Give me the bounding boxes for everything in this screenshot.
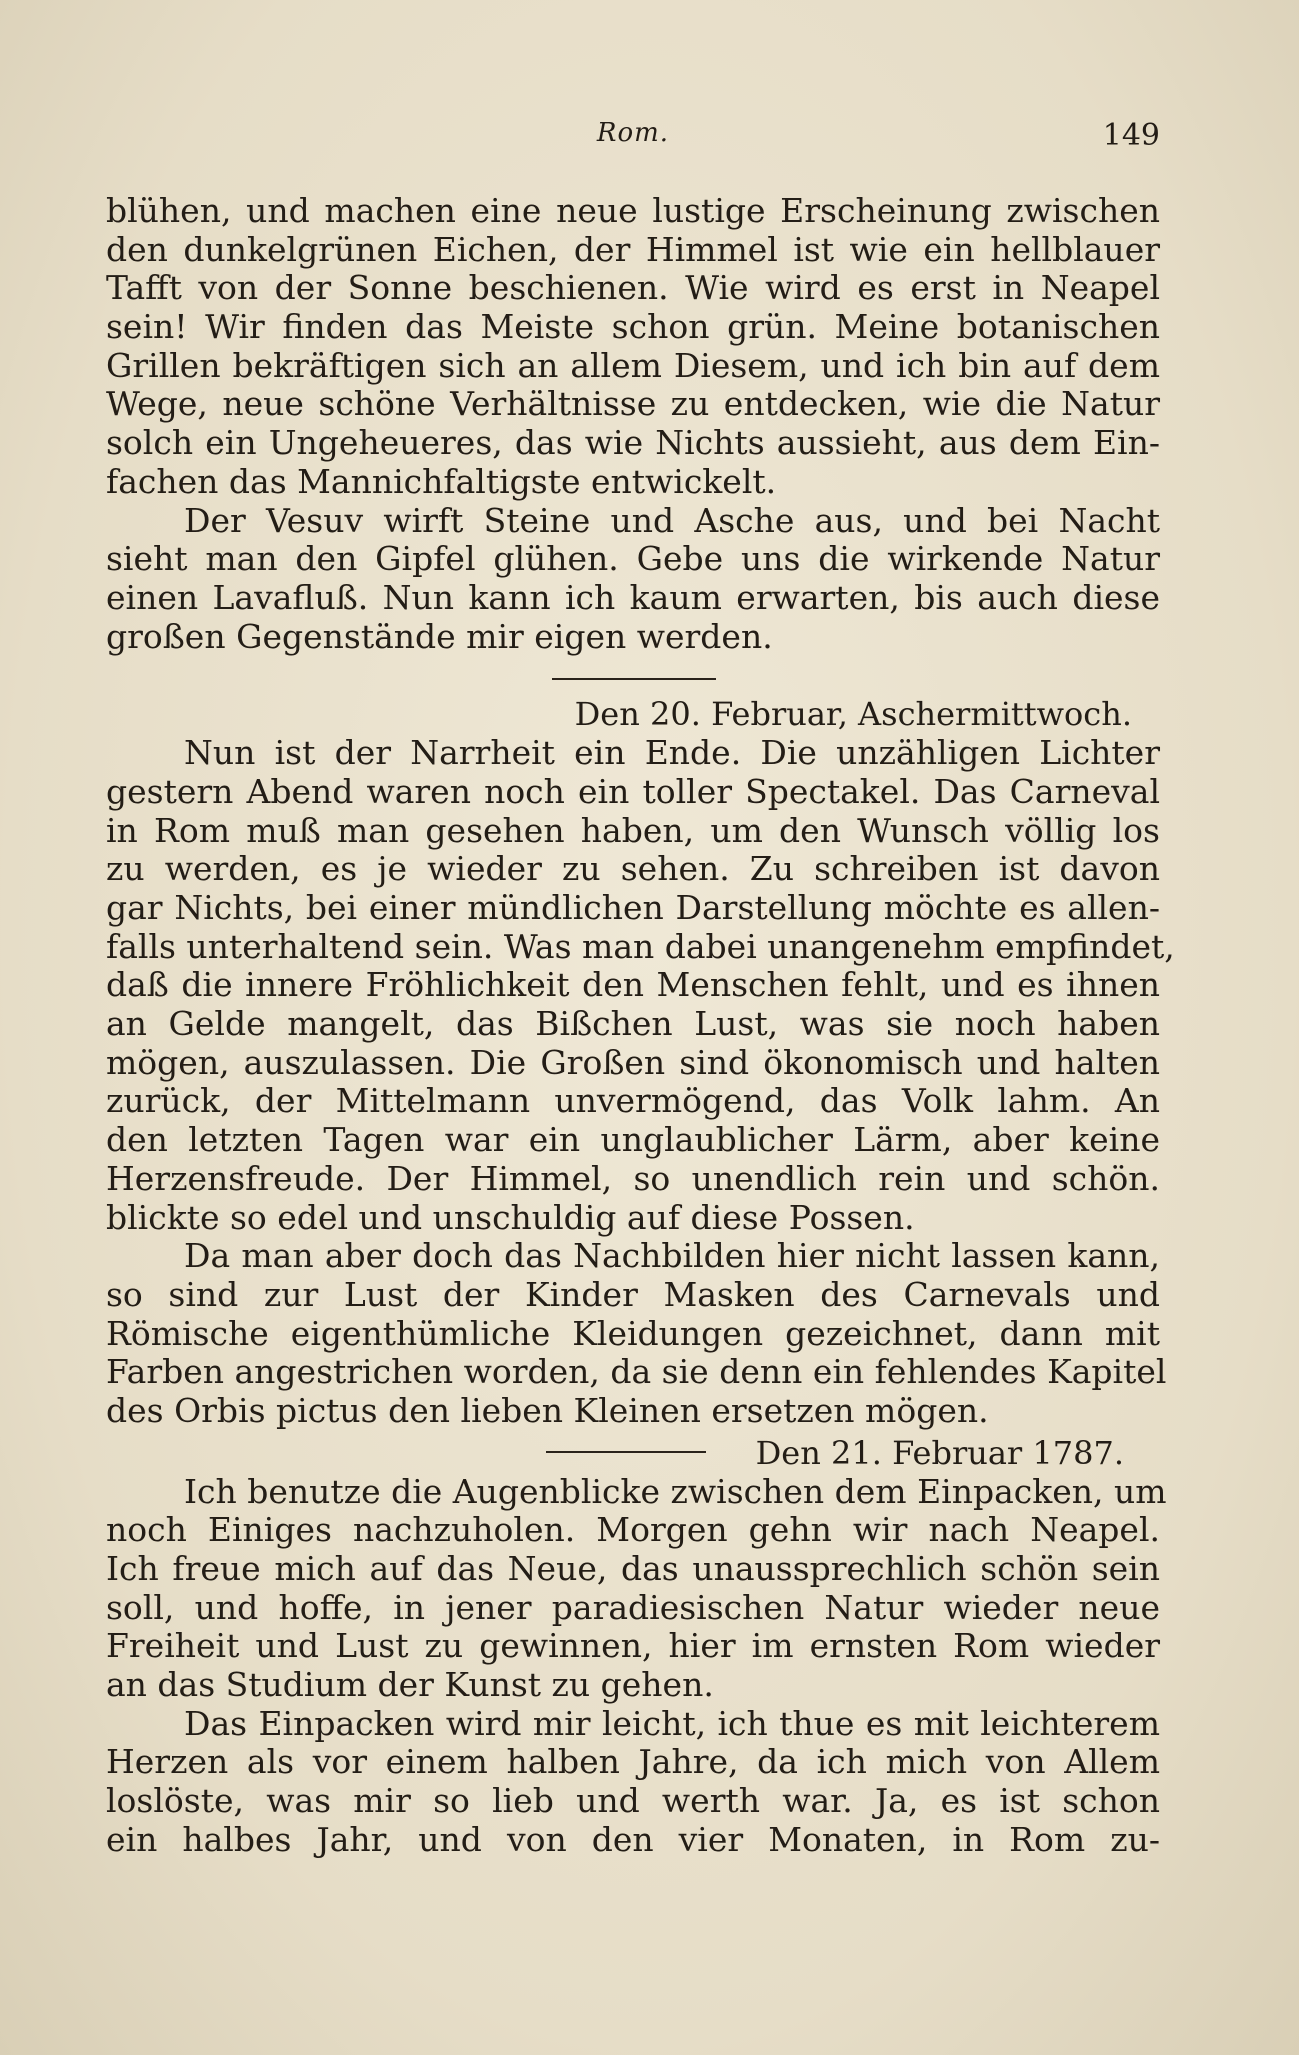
text-line: gestern Abend waren noch ein toller Spectakel. Das Carneval: [106, 771, 1160, 811]
text-line: Ich freue mich auf das Neue, das unaussprechlich schön sein: [106, 1549, 1160, 1588]
text-line: noch Einiges nachzuholen. Morgen gehn wir nach Neapel.: [106, 1510, 1160, 1550]
entry-date: Den 20. Februar, Aschermittwoch.: [574, 695, 1132, 734]
text-line: fachen das Mannichfaltigste entwickelt.: [106, 461, 777, 501]
text-line: Der Vesuv wirft Steine und Asche aus, und bei Nacht: [184, 500, 1160, 540]
body-text: [106, 191, 1175, 1860]
text-line: an das Studium der Kunst zu gehen.: [106, 1665, 714, 1705]
text-line: so sind zur Lust der Kinder Masken des Carnevals und: [106, 1274, 1160, 1314]
text-line: großen Gegenstände mir eigen werden.: [106, 616, 773, 656]
text-line: Nun ist der Narrheit ein Ende. Die unzähligen Lichter: [184, 733, 1160, 773]
text-line: Herzen als vor einem halben Jahre, da ich mich von Allem: [106, 1742, 1160, 1782]
text-line: Grillen bekräftigen sich an allem Diesem, und ich bin auf dem: [106, 345, 1160, 385]
text-line: Römische eigenthümliche Kleidungen gezeichnet, dann mit: [106, 1313, 1160, 1353]
text-line: Ich benutze die Augenblicke zwischen dem Einpacken, um: [184, 1471, 1167, 1511]
text-line: Tafft von der Sonne beschienen. Wie wird es erst in Neapel: [106, 268, 1160, 308]
text-line: falls unterhaltend sein. Was man dabei unangenehm empfindet,: [106, 926, 1175, 966]
text-line: solch ein Ungeheueres, das wie Nichts aussieht, aus dem Ein-: [106, 423, 1160, 463]
text-line: Da man aber doch das Nachbilden hier nicht lassen kann,: [184, 1236, 1160, 1276]
text-line: blühen, und machen eine neue lustige Erscheinung zwischen: [106, 191, 1160, 230]
text-line: einen Lavafluß. Nun kann ich kaum erwarten, bis auch diese: [106, 577, 1160, 617]
text-line: daß die innere Fröhlichkeit den Menschen fehlt, und es ihnen: [106, 965, 1160, 1005]
text-line: des Orbis pictus den lieben Kleinen ersetzen mögen.: [106, 1390, 989, 1430]
text-line: blickte so edel und unschuldig auf diese Possen.: [106, 1197, 915, 1237]
text-line: zu werden, es je wieder zu sehen. Zu schreiben ist davon: [106, 849, 1160, 889]
entry-date: Den 21. Februar 1787.: [755, 1433, 1124, 1472]
text-line: loslöste, was mir so lieb und werth war. Ja, es ist schon: [106, 1781, 1160, 1821]
text-line: gar Nichts, bei einer mündlichen Darstellung möchte es allen-: [106, 888, 1160, 927]
text-line: Farben angestrichen worden, da sie denn ein fehlendes Kapitel: [106, 1352, 1167, 1392]
text-line: soll, und hoffe, in jener paradiesischen Natur wieder neue: [106, 1587, 1160, 1627]
text-line: den dunkelgrünen Eichen, der Himmel ist wie ein hellblauer: [106, 229, 1160, 269]
text-line: Wege, neue schöne Verhältnisse zu entdecken, wie die Natur: [106, 384, 1160, 424]
text-line: mögen, auszulassen. Die Großen sind ökonomisch und halten: [106, 1042, 1160, 1082]
text-line: zurück, der Mittelmann unvermögend, das Volk lahm. An: [106, 1081, 1160, 1121]
text-line: ein halbes Jahr, und von den vier Monaten, in Rom zu-: [106, 1819, 1160, 1859]
text-line: in Rom muß man gesehen haben, um den Wunsch völlig los: [106, 810, 1160, 850]
text-line: Herzensfreude. Der Himmel, so unendlich rein und schön.: [106, 1158, 1160, 1198]
text-line: Freiheit und Lust zu gewinnen, hier im ernsten Rom wieder: [106, 1626, 1160, 1666]
section-divider: [552, 678, 716, 680]
text-line: den letzten Tagen war ein unglaublicher Lärm, aber keine: [106, 1120, 1160, 1160]
text-line: sein! Wir finden das Meiste schon grün. Meine botanischen: [106, 307, 1160, 347]
running-head: Rom.: [596, 118, 670, 148]
text-line: an Gelde mangelt, das Bißchen Lust, was sie noch haben: [106, 1004, 1160, 1044]
page-number: 149: [1102, 118, 1160, 153]
text-line: Das Einpacken wird mir leicht, ich thue es mit leichterem: [184, 1703, 1160, 1743]
text-line: sieht man den Gipfel glühen. Gebe uns die wirkende Natur: [106, 539, 1160, 579]
page-header: [106, 118, 1160, 168]
